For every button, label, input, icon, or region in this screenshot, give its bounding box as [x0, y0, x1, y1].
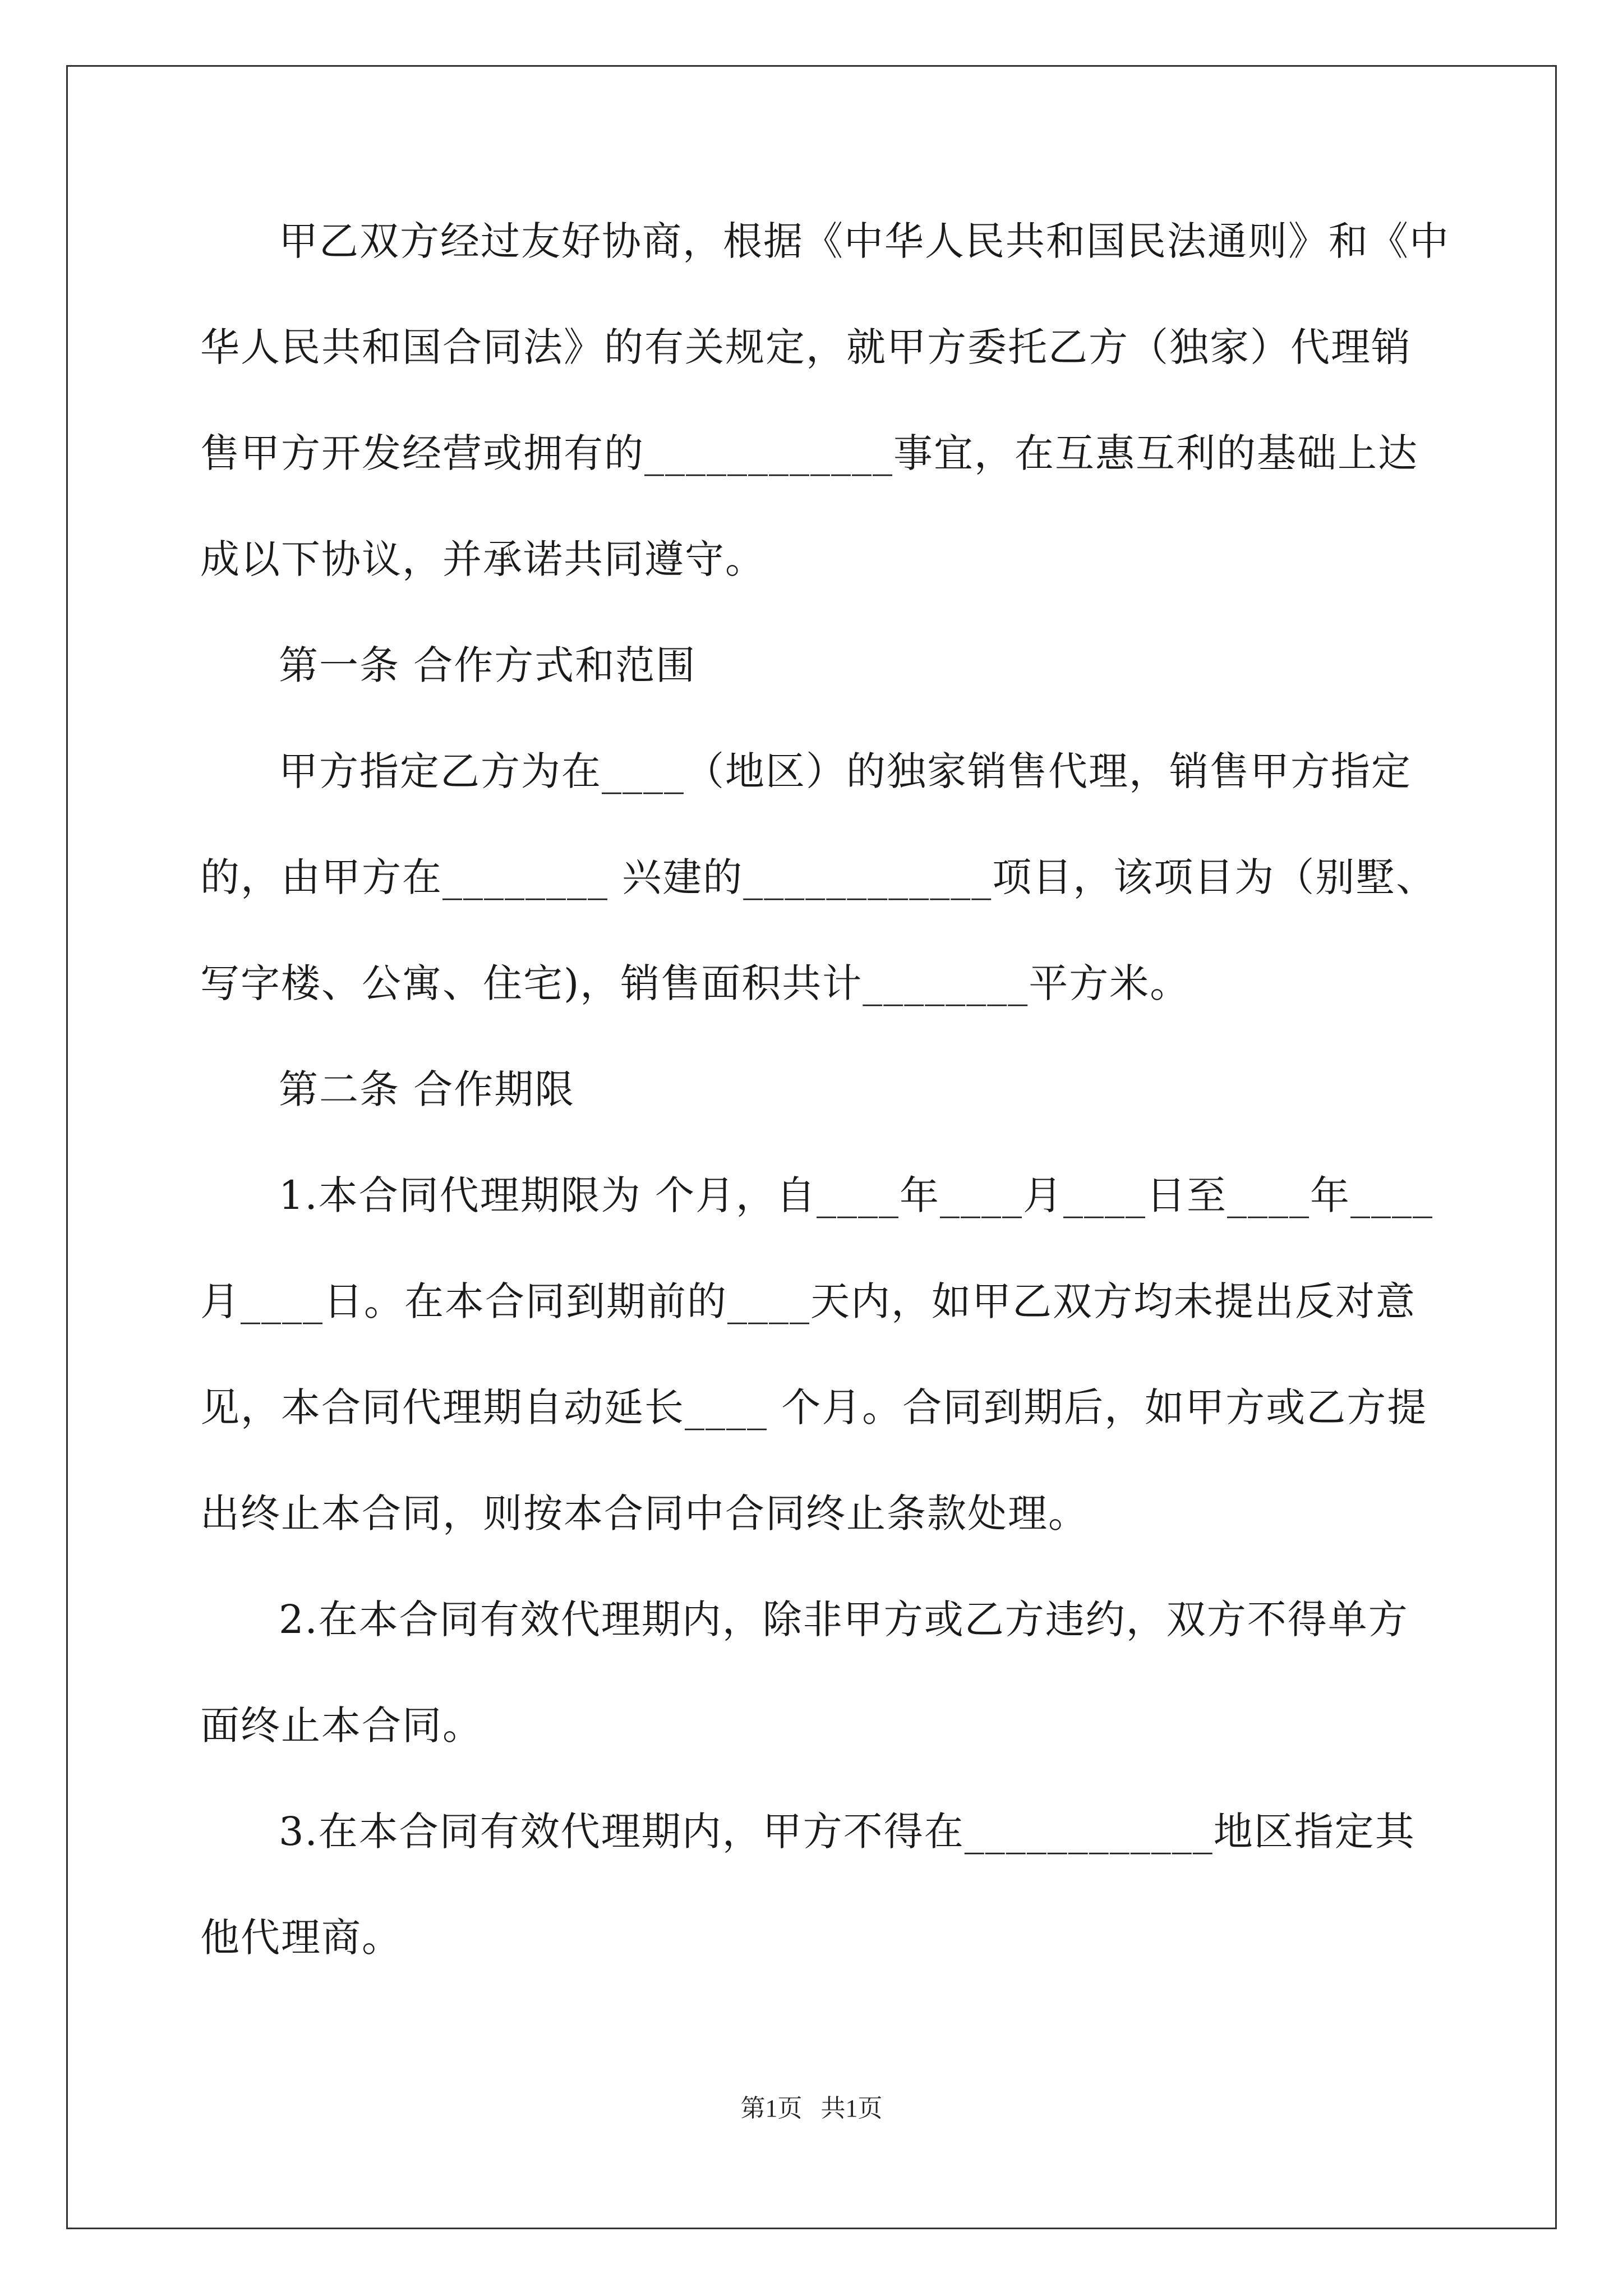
text-line-14: 2.在本合同有效代理期内，除非甲方或乙方违约，双方不得单方 [279, 1596, 1409, 1642]
section-heading-1: 第一条 合作方式和范围 [279, 642, 697, 688]
text-line-7: 的，由甲方在________ 兴建的____________项目，该项目为（别墅、 [200, 854, 1437, 900]
text-line-3: 售甲方开发经营或拥有的____________事宜，在互惠互利的基础上达 [200, 430, 1418, 476]
text-line-12: 见，本合同代理期自动延长____ 个月。合同到期后，如甲方或乙方提 [200, 1384, 1428, 1430]
page-number-footer: 第1页 共1页 [740, 2095, 883, 2122]
text-line-1: 甲乙双方经过友好协商，根据《中华人民共和国民法通则》和《中 [279, 218, 1450, 264]
text-line-13: 出终止本合同，则按本合同中合同终止条款处理。 [200, 1490, 1089, 1536]
text-line-4: 成以下协议，并承诺共同遵守。 [200, 536, 766, 582]
text-line-10: 1.本合同代理期限为 个月，自____年____月____日至____年____ [279, 1172, 1434, 1218]
text-line-2: 华人民共和国合同法》的有关规定，就甲方委托乙方（独家）代理销 [200, 324, 1412, 370]
text-line-11: 月____日。在本合同到期前的____天内，如甲乙双方均未提出反对意 [200, 1278, 1416, 1324]
text-line-6: 甲方指定乙方为在____（地区）的独家销售代理，销售甲方指定 [279, 748, 1412, 794]
text-line-15: 面终止本合同。 [200, 1703, 483, 1749]
text-line-8: 写字楼、公寓、住宅)，销售面积共计________平方米。 [200, 960, 1191, 1006]
text-line-17: 他代理商。 [200, 1915, 402, 1961]
text-line-16: 3.在本合同有效代理期内，甲方不得在____________地区指定其 [279, 1809, 1415, 1855]
section-heading-2: 第二条 合作期限 [279, 1066, 575, 1112]
